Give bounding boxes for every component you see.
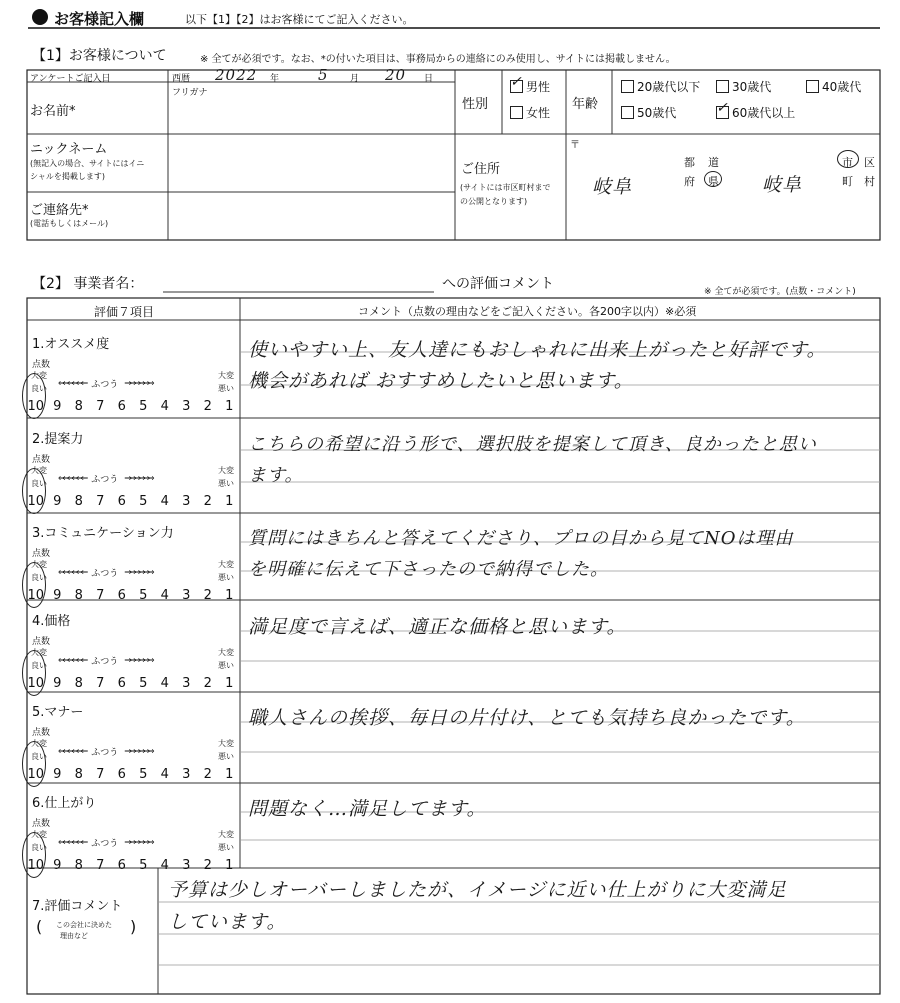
scale-arrows — [58, 566, 212, 579]
scale-bad-label: 悪い — [218, 843, 234, 852]
scale-mid-label: ふつう — [91, 657, 119, 667]
score-option[interactable]: 6 — [117, 399, 126, 414]
day-unit: 日 — [424, 74, 434, 84]
arrow-left-icon: ⇐⇐⇐⇐⇐⇐ — [58, 378, 86, 389]
selected-score-circle — [22, 741, 46, 787]
score-scale — [25, 676, 240, 691]
item7-comment-line-2[interactable]: しています。 — [168, 911, 287, 933]
scale-very-label: 大変 — [218, 371, 234, 380]
score-option[interactable]: 8 — [74, 676, 83, 691]
pref-ken: 県 — [708, 175, 719, 188]
arrow-right-icon: ⇒⇒⇒⇒⇒⇒ — [124, 746, 152, 757]
nickname-note-1: (無記入の場合、サイトにはイニ — [30, 159, 145, 168]
score-option[interactable]: 2 — [203, 676, 212, 691]
score-option[interactable]: 6 — [117, 494, 126, 509]
comment-line[interactable]: 質問にはきちんと答えてくださり、プロの目から見てNOは理由 — [248, 528, 794, 549]
comment-line[interactable]: 満足度で言えば、適正な価格と思います。 — [248, 616, 627, 638]
section2-title-prefix: 【2】 事業者名： — [32, 276, 144, 292]
month-unit: 月 — [350, 74, 360, 84]
score-option[interactable]: 7 — [96, 767, 105, 782]
score-option[interactable]: 5 — [139, 399, 148, 414]
city-ku: 区 — [864, 156, 875, 169]
col-comment-header: コメント（点数の理由などをご記入ください。各200字以内）※必須 — [358, 305, 697, 318]
arrow-right-icon: ⇒⇒⇒⇒⇒⇒ — [124, 473, 152, 484]
scale-mid-label: ふつう — [91, 839, 119, 849]
city-shi-circle — [837, 150, 859, 168]
score-option[interactable]: 10 — [27, 767, 45, 782]
scale-good-label: 良い — [31, 661, 47, 670]
item-label: 1.オススメ度 — [32, 337, 110, 352]
score-option[interactable]: 7 — [96, 494, 105, 509]
score-scale — [25, 767, 240, 782]
age-20-checkbox[interactable] — [621, 80, 634, 93]
score-option[interactable]: 5 — [139, 494, 148, 509]
score-option[interactable]: 9 — [53, 767, 62, 782]
arrow-right-icon: ⇒⇒⇒⇒⇒⇒ — [124, 378, 152, 389]
score-option[interactable]: 7 — [96, 588, 105, 603]
item-label: 3.コミュニケーション力 — [32, 526, 174, 541]
comment-line[interactable]: 問題なく…満足してます。 — [248, 798, 487, 820]
score-option[interactable]: 10 — [27, 588, 45, 603]
pref-to: 都 — [684, 156, 695, 169]
male-option: 男性 — [526, 80, 551, 94]
comment-line[interactable]: こちらの希望に沿う形で、選択肢を提案して頂き、良かったと思い — [248, 434, 817, 455]
check-mark-icon: ✓ — [510, 74, 523, 90]
age-30-option: 30歳代 — [732, 80, 772, 94]
score-label: 点数 — [32, 360, 51, 370]
score-option[interactable]: 9 — [53, 676, 62, 691]
scale-very-label: 大変 — [218, 739, 234, 748]
score-option[interactable]: 5 — [139, 588, 148, 603]
scale-great-label: 大変 — [31, 560, 47, 569]
scale-arrows — [58, 836, 212, 849]
selected-score-circle — [22, 650, 46, 696]
score-option[interactable]: 10 — [27, 494, 45, 509]
scale-bad-label: 悪い — [218, 661, 234, 670]
bullet-icon — [32, 9, 48, 25]
comment-line[interactable]: 職人さんの挨拶、毎日の片付け、とても気持ち良かったです。 — [248, 707, 806, 729]
age-40-option: 40歳代 — [822, 80, 862, 94]
score-label: 点数 — [32, 455, 51, 465]
pref-fu: 府 — [684, 175, 695, 188]
score-option[interactable]: 2 — [203, 399, 212, 414]
score-option[interactable]: 2 — [203, 494, 212, 509]
month-value[interactable]: 5 — [318, 66, 329, 84]
item-label: 2.提案力 — [32, 432, 84, 447]
arrow-left-icon: ⇐⇐⇐⇐⇐⇐ — [58, 837, 86, 848]
contact-note: (電話もしくはメール) — [30, 219, 109, 228]
pref-do: 道 — [708, 156, 719, 169]
prefecture-value[interactable]: 岐阜 — [592, 176, 633, 198]
city-shi: 市 — [842, 156, 853, 169]
comment-line[interactable]: ます。 — [248, 465, 304, 486]
score-option[interactable]: 1 — [225, 588, 234, 603]
comment-line[interactable]: 機会があれば おすすめしたいと思います。 — [248, 370, 634, 392]
score-option[interactable]: 10 — [27, 399, 45, 414]
scale-arrows — [58, 745, 212, 758]
score-label: 点数 — [32, 549, 51, 559]
name-label: お名前* — [30, 104, 76, 119]
score-option[interactable]: 9 — [53, 494, 62, 509]
age-label: 年齢 — [572, 97, 599, 112]
item7-note-2: 理由など — [60, 932, 88, 940]
section1-note: ※ 全てが必須です。なお、*の付いた項目は、事務局からの連絡にのみ使用し、サイトには掲載しません。 — [200, 54, 676, 65]
arrow-right-icon: ⇒⇒⇒⇒⇒⇒ — [124, 567, 152, 578]
score-option[interactable]: 7 — [96, 676, 105, 691]
score-option[interactable]: 9 — [53, 858, 62, 873]
arrow-left-icon: ⇐⇐⇐⇐⇐⇐ — [58, 655, 86, 666]
date-label: アンケートご記入日 — [30, 74, 111, 84]
gender-label: 性別 — [462, 97, 489, 112]
section1-title: 【1】お客様について — [32, 48, 167, 64]
scale-very-label: 大変 — [218, 466, 234, 475]
score-option[interactable]: 7 — [96, 858, 105, 873]
address-label: ご住所 — [461, 162, 501, 177]
nickname-label: ニックネーム — [30, 142, 108, 157]
scale-bad-label: 悪い — [218, 573, 234, 582]
score-option[interactable]: 4 — [160, 676, 169, 691]
score-option[interactable]: 5 — [139, 858, 148, 873]
score-option[interactable]: 3 — [182, 676, 191, 691]
item-label: 6.仕上がり — [32, 796, 97, 811]
score-option[interactable]: 4 — [160, 588, 169, 603]
item-label: 5.マナー — [32, 705, 84, 720]
score-option[interactable]: 1 — [225, 676, 234, 691]
score-option[interactable]: 4 — [160, 767, 169, 782]
score-label: 点数 — [32, 728, 51, 738]
selected-score-circle — [22, 373, 46, 419]
scale-very-label: 大変 — [218, 830, 234, 839]
score-option[interactable]: 2 — [203, 588, 212, 603]
score-option[interactable]: 3 — [182, 767, 191, 782]
scale-good-label: 良い — [31, 573, 47, 582]
postal-mark: 〒 — [570, 140, 580, 151]
age-40-checkbox[interactable] — [806, 80, 819, 93]
paren-close: ) — [130, 917, 137, 936]
score-option[interactable]: 4 — [160, 399, 169, 414]
comment-line[interactable]: 使いやすい上、友人達にもおしゃれに出来上がったと好評です。 — [248, 339, 827, 361]
item7-note-1: この会社に決めた — [56, 921, 112, 929]
year-unit: 年 — [270, 74, 280, 84]
nickname-note-2: シャルを掲載します) — [30, 172, 105, 181]
scale-good-label: 良い — [31, 752, 47, 761]
score-option[interactable]: 4 — [160, 858, 169, 873]
section2-title-suffix: への評価コメント — [442, 276, 554, 292]
scale-bad-label: 悪い — [218, 479, 234, 488]
scale-arrows — [58, 654, 212, 667]
scale-great-label: 大変 — [31, 648, 47, 657]
scale-great-label: 大変 — [31, 371, 47, 380]
score-label: 点数 — [32, 819, 51, 829]
scale-arrows — [58, 377, 212, 390]
selected-score-circle — [22, 562, 46, 608]
arrow-left-icon: ⇐⇐⇐⇐⇐⇐ — [58, 473, 86, 484]
score-option[interactable]: 6 — [117, 588, 126, 603]
arrow-left-icon: ⇐⇐⇐⇐⇐⇐ — [58, 567, 86, 578]
score-option[interactable]: 6 — [117, 767, 126, 782]
score-option[interactable]: 3 — [182, 588, 191, 603]
score-label: 点数 — [32, 637, 51, 647]
score-option[interactable]: 5 — [139, 767, 148, 782]
city-value[interactable]: 岐阜 — [762, 174, 803, 196]
scale-mid-label: ふつう — [91, 569, 119, 579]
arrow-right-icon: ⇒⇒⇒⇒⇒⇒ — [124, 655, 152, 666]
paren-open: ( — [36, 917, 43, 936]
score-option[interactable]: 3 — [182, 858, 191, 873]
scale-bad-label: 悪い — [218, 752, 234, 761]
day-value[interactable]: 20 — [385, 66, 407, 84]
score-scale — [25, 588, 240, 603]
scale-very-label: 大変 — [218, 648, 234, 657]
score-option[interactable]: 8 — [74, 858, 83, 873]
score-option[interactable]: 8 — [74, 767, 83, 782]
address-note-2: の公開となります) — [460, 197, 528, 206]
age-20-option: 20歳代以下 — [637, 80, 701, 94]
score-option[interactable]: 9 — [53, 588, 62, 603]
score-option[interactable]: 8 — [74, 494, 83, 509]
score-option[interactable]: 10 — [27, 676, 45, 691]
score-option[interactable]: 8 — [74, 588, 83, 603]
score-option[interactable]: 10 — [27, 858, 45, 873]
score-option[interactable]: 2 — [203, 858, 212, 873]
score-option[interactable]: 1 — [225, 494, 234, 509]
score-scale — [25, 494, 240, 509]
pref-ken-circle — [704, 171, 722, 187]
female-checkbox[interactable] — [510, 106, 523, 119]
era-label: 西暦 — [172, 74, 191, 84]
age-50-option: 50歳代 — [637, 106, 677, 120]
address-note-1: (サイトには市区町村まで — [460, 183, 551, 192]
score-option[interactable]: 6 — [117, 676, 126, 691]
scale-bad-label: 悪い — [218, 384, 234, 393]
arrow-left-icon: ⇐⇐⇐⇐⇐⇐ — [58, 746, 86, 757]
city-machi: 町 — [842, 175, 853, 188]
header-note: 以下【1】【2】はお客様にてご記入ください。 — [185, 13, 414, 26]
item7-comment-line-1[interactable]: 予算は少しオーバーしましたが、イメージに近い仕上がりに大変満足 — [168, 879, 787, 901]
score-option[interactable]: 9 — [53, 399, 62, 414]
scale-very-label: 大変 — [218, 560, 234, 569]
city-mura: 村 — [864, 175, 875, 188]
score-option[interactable]: 1 — [225, 399, 234, 414]
age-60-option: 60歳代以上 — [732, 106, 796, 120]
score-option[interactable]: 6 — [117, 858, 126, 873]
score-option[interactable]: 3 — [182, 399, 191, 414]
col-items-header: 評価７項目 — [94, 305, 155, 319]
scale-mid-label: ふつう — [91, 475, 119, 485]
score-option[interactable]: 4 — [160, 494, 169, 509]
furigana-label: フリガナ — [172, 88, 208, 98]
section2-note: ※ 全てが必須です。(点数・コメント) — [704, 287, 856, 297]
age-50-checkbox[interactable] — [621, 106, 634, 119]
score-option[interactable]: 2 — [203, 767, 212, 782]
score-scale — [25, 858, 240, 873]
contact-label: ご連絡先* — [30, 203, 89, 218]
item-label: 4.価格 — [32, 614, 71, 629]
scale-good-label: 良い — [31, 384, 47, 393]
scale-great-label: 大変 — [31, 830, 47, 839]
selected-score-circle — [22, 832, 46, 878]
scale-great-label: 大変 — [31, 739, 47, 748]
arrow-right-icon: ⇒⇒⇒⇒⇒⇒ — [124, 837, 152, 848]
age-30-checkbox[interactable] — [716, 80, 729, 93]
selected-score-circle — [22, 468, 46, 514]
scale-good-label: 良い — [31, 843, 47, 852]
score-scale — [25, 399, 240, 414]
comment-line[interactable]: を明確に伝えて下さったので納得でした。 — [248, 559, 609, 580]
score-option[interactable]: 1 — [225, 767, 234, 782]
scale-arrows — [58, 472, 212, 485]
score-option[interactable]: 3 — [182, 494, 191, 509]
check-mark-icon: ✓ — [716, 100, 729, 116]
score-option[interactable]: 8 — [74, 399, 83, 414]
scale-great-label: 大変 — [31, 466, 47, 475]
female-option: 女性 — [526, 106, 551, 120]
scale-mid-label: ふつう — [91, 380, 119, 390]
header-title: お客様記入欄 — [54, 10, 145, 28]
item7-label: 7.評価コメント — [32, 899, 123, 914]
year-value[interactable]: 2022 — [215, 66, 258, 84]
scale-good-label: 良い — [31, 479, 47, 488]
score-option[interactable]: 7 — [96, 399, 105, 414]
score-option[interactable]: 5 — [139, 676, 148, 691]
scale-mid-label: ふつう — [91, 748, 119, 758]
score-option[interactable]: 1 — [225, 858, 234, 873]
